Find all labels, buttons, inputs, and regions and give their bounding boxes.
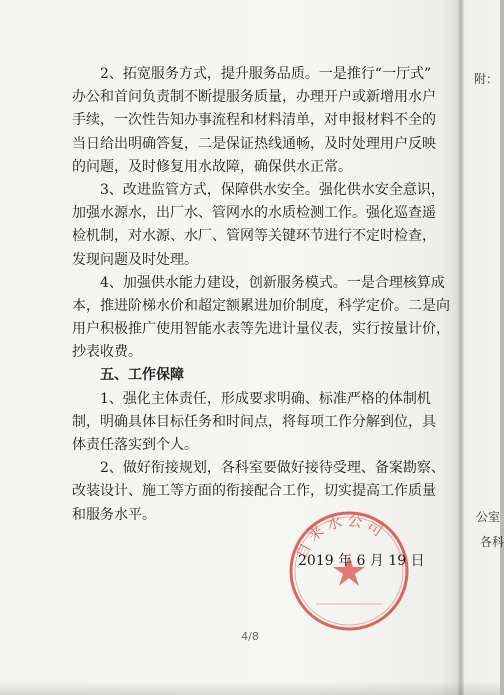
text-line: 本，推进阶梯水价和超定额累进加价制度，科学定价。二是向 bbox=[72, 297, 450, 314]
text-line: 加强水源水，出厂水、管网水的水质检测工作。强化巡查遥 bbox=[72, 205, 436, 222]
text-line: 2、拓宽服务方式，提升服务品质。一是推行“一厅式” bbox=[100, 66, 432, 82]
seal-text: 自来水公司 bbox=[291, 511, 390, 562]
text-line: 制，明确具体目标任务和时间点，将每项工作分解到位，具 bbox=[72, 413, 436, 430]
page-number: 4/8 bbox=[241, 630, 259, 643]
text-line: 1、强化主体责任，形成要求明确、标准严格的体制机 bbox=[100, 390, 431, 407]
text-line: 发现问题及时处理。 bbox=[72, 251, 198, 268]
section-heading: 五、工作保障 bbox=[100, 367, 184, 384]
scan-shadow bbox=[0, 681, 500, 695]
paragraph-capacity bbox=[72, 272, 450, 365]
text-line: 体责任落实到个人。 bbox=[72, 437, 198, 453]
text-line: 检机制，对水源、水厂、管网等关键环节进行不定时检查， bbox=[72, 228, 436, 245]
text-line: 手续，一次性告知办事流程和材料清单，对申报材料不全的 bbox=[72, 112, 436, 129]
official-seal bbox=[286, 508, 412, 634]
text-line: 4、加强供水能力建设，创新服务模式。一是合理核算成 bbox=[100, 274, 445, 291]
text-line: 改装设计、施工等方面的衔接配合工作，切实提高工作质量 bbox=[72, 483, 436, 500]
document-date: 2019 年 6 月 19 日 bbox=[298, 553, 425, 569]
text-line: 办公和首问负责制不断提服务质量，办理开户或新增用水户 bbox=[72, 89, 436, 106]
text-line: 2、做好衔接规划，各科室要做好接待受理、备案勘察、 bbox=[100, 460, 445, 477]
document-body bbox=[72, 63, 450, 527]
text-line: 当日给出明确答复，二是保证热线通畅，及时处理用户反映 bbox=[72, 135, 436, 152]
text-line: 抄表收费。 bbox=[72, 344, 142, 361]
page-fold bbox=[458, 0, 464, 695]
text-line: 和服务水平。 bbox=[72, 506, 156, 523]
text-line: 的问题，及时修复用水故障，确保供水正常。 bbox=[72, 158, 352, 175]
text-line: 3、改进监管方式，保障供水安全。强化供水安全意识， bbox=[100, 181, 445, 198]
margin-note: 附： bbox=[474, 72, 499, 86]
paragraph-responsibility bbox=[72, 388, 436, 458]
margin-note: 公室 bbox=[476, 510, 501, 524]
text-line: 用户积极推广使用智能水表等先进计量仪表，实行按量计价， bbox=[72, 321, 450, 338]
margin-note: 各科 bbox=[480, 535, 504, 549]
paragraph-supervision bbox=[72, 179, 445, 272]
paragraph-service bbox=[72, 63, 436, 179]
